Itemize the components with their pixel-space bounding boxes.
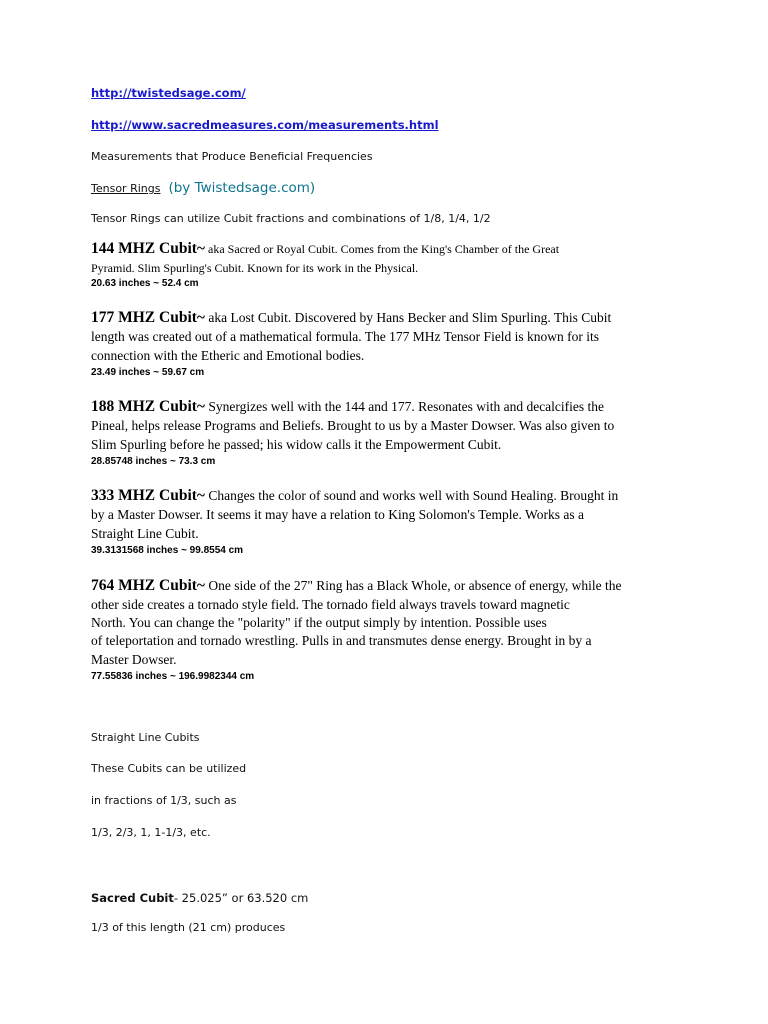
page-heading: Measurements that Produce Beneficial Frequencies xyxy=(91,150,373,163)
cubit-144-title: 144 MHZ Cubit~ xyxy=(91,240,205,257)
cubit-764-line-3: North. You can change the "polarity" if the output simply by intention. Possible uses xyxy=(91,615,547,630)
cubit-764-line-5: Master Dowser. xyxy=(91,652,177,667)
cubit-764-text: One side of the 27" Ring has a Black Whole, or absence of energy, while the xyxy=(205,578,622,593)
cubit-764-title: 764 MHZ Cubit~ xyxy=(91,577,205,594)
cubit-144-measure: 20.63 inches ~ 52.4 cm xyxy=(91,278,199,289)
tensor-rings-source: (by Twistedsage.com) xyxy=(168,180,316,196)
cubit-333-line-1 xyxy=(91,487,618,505)
straight-line-text-3: 1/3, 2/3, 1, 1-1/3, etc. xyxy=(91,826,211,839)
twistedsage-link[interactable]: http://twistedsage.com/ xyxy=(91,86,246,100)
cubit-177-line-1 xyxy=(91,309,611,327)
cubit-144-line-2: Pyramid. Slim Spurling's Cubit. Known for its work in the Physical. xyxy=(91,261,419,275)
cubit-177-title: 177 MHZ Cubit~ xyxy=(91,309,205,326)
cubit-188-measure: 28.85748 inches ~ 73.3 cm xyxy=(91,456,216,467)
sacred-cubit-measure: - 25.025” or 63.520 cm xyxy=(173,891,309,905)
cubit-144-text: aka Sacred or Royal Cubit. Comes from the King's Chamber of the Great xyxy=(205,242,560,256)
straight-line-text-1: These Cubits can be utilized xyxy=(91,762,247,775)
cubit-333-line-2: by a Master Dowser. It seems it may have a relation to King Solomon's Temple. Works as a xyxy=(91,507,584,522)
cubit-188-title: 188 MHZ Cubit~ xyxy=(91,398,205,415)
straight-line-text-2: in fractions of 1/3, such as xyxy=(91,794,237,807)
cubit-764-measure: 77.55836 inches ~ 196.9982344 cm xyxy=(91,671,255,682)
cubit-177-text: aka Lost Cubit. Discovered by Hans Becker and Slim Spurling. This Cubit xyxy=(205,310,612,325)
cubit-764-line-2: other side creates a tornado style field. The tornado field always travels toward magnetic xyxy=(91,597,570,612)
cubit-177-measure: 23.49 inches ~ 59.67 cm xyxy=(91,367,205,378)
tensor-rings-note: Tensor Rings can utilize Cubit fractions and combinations of 1/8, 1/4, 1/2 xyxy=(91,212,491,225)
cubit-333-measure: 39.3131568 inches ~ 99.8554 cm xyxy=(91,545,244,556)
tensor-rings-label: Tensor Rings xyxy=(91,182,161,195)
cubit-764-line-1 xyxy=(91,577,622,595)
cubit-333-line-3: Straight Line Cubit. xyxy=(91,526,199,541)
cubit-144-line-1 xyxy=(91,240,559,258)
tensor-rings-line xyxy=(91,179,315,197)
cubit-177-line-2: length was created out of a mathematical formula. The 177 MHz Tensor Field is known for its xyxy=(91,329,600,344)
cubit-177-line-3: connection with the Etheric and Emotional bodies. xyxy=(91,348,365,363)
straight-line-heading: Straight Line Cubits xyxy=(91,731,200,744)
sacred-cubit-title: Sacred Cubit xyxy=(91,891,174,905)
cubit-188-line-2: Pineal, helps release Programs and Beliefs. Brought to us by a Master Dowser. Was also given to xyxy=(91,418,615,433)
cubit-188-text: Synergizes well with the 144 and 177. Resonates with and decalcifies the xyxy=(205,399,605,414)
cubit-333-title: 333 MHZ Cubit~ xyxy=(91,487,205,504)
sacredmeasures-link[interactable]: http://www.sacredmeasures.com/measurements.html xyxy=(91,118,439,132)
sacred-cubit-note: 1/3 of this length (21 cm) produces xyxy=(91,921,286,934)
cubit-188-line-3: Slim Spurling before he passed; his widow calls it the Empowerment Cubit. xyxy=(91,437,502,452)
cubit-764-line-4: of teleportation and tornado wrestling. Pulls in and transmutes dense energy. Brought in by a xyxy=(91,633,592,648)
cubit-188-line-1 xyxy=(91,398,604,416)
cubit-333-text: Changes the color of sound and works well with Sound Healing. Brought in xyxy=(205,488,619,503)
sacred-cubit-line xyxy=(91,889,308,907)
